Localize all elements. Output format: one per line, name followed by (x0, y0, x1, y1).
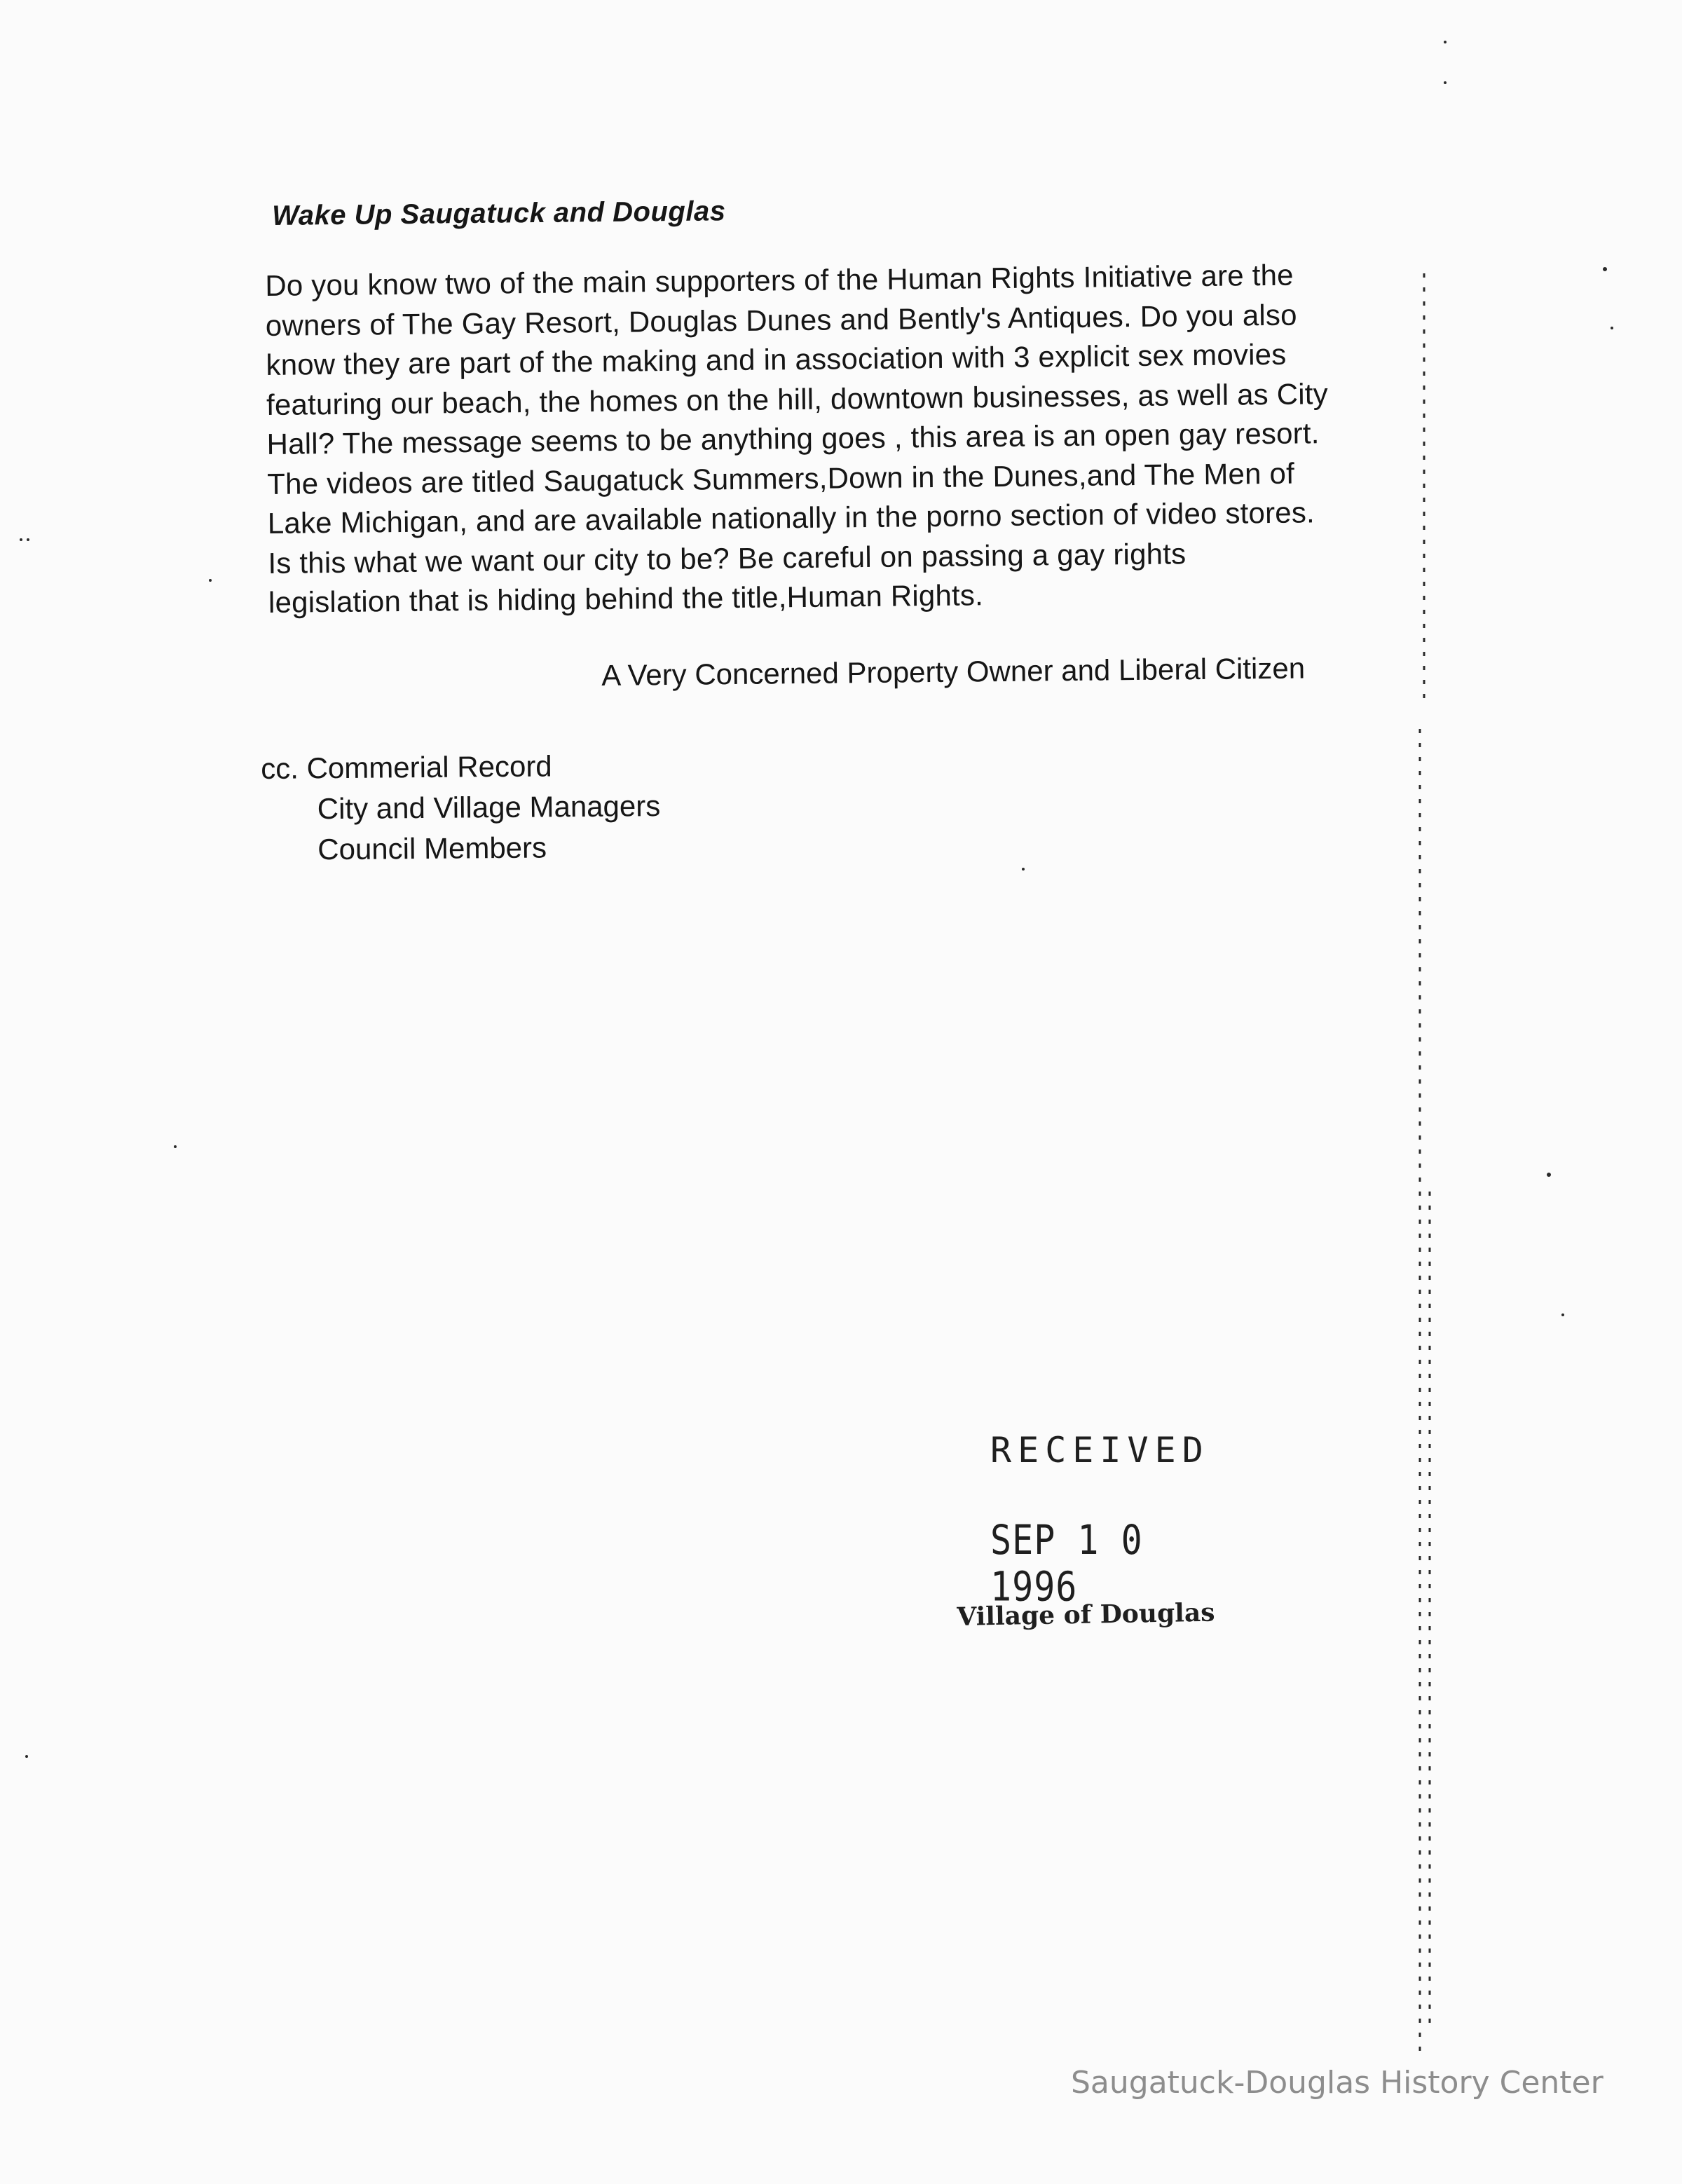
speck (1561, 1313, 1564, 1316)
speck (1603, 267, 1607, 271)
speck (174, 1145, 177, 1148)
stamp-date: SEP 1 0 1996 (990, 1517, 1143, 1611)
cc-prefix: cc. (261, 751, 299, 785)
body-line: owners of The Gay Resort, Douglas Dunes and Bently's Antiques. Do you also (265, 298, 1297, 342)
speck (1611, 327, 1613, 329)
speck (1444, 81, 1447, 84)
letter-body (265, 254, 1453, 622)
cc-recipient: Council Members (317, 831, 547, 866)
body-line: legislation that is hiding behind the title,Human Rights. (268, 578, 984, 619)
speck (27, 538, 29, 541)
archive-watermark: Saugatuck-Douglas History Center (1071, 2065, 1604, 2101)
speck (25, 1755, 28, 1758)
body-line: Is this what we want our city to be? Be careful on passing a gay rights (268, 536, 1187, 580)
cc-list (261, 745, 661, 871)
speck (1547, 1173, 1551, 1177)
body-line: Do you know two of the main supporters of the Human Rights Initiative are the (265, 258, 1294, 302)
letter-signature: A Very Concerned Property Owner and Liberal Citizen (601, 651, 1306, 692)
body-line: Lake Michigan, and are available nationally in the porno section of video stores. (267, 496, 1315, 540)
speck (1022, 868, 1025, 871)
letter-title: Wake Up Saugatuck and Douglas (272, 196, 726, 231)
body-line: know they are part of the making and in association with 3 explicit sex movies (266, 337, 1287, 381)
cc-row (261, 745, 660, 789)
stamp-place: Village of Douglas (957, 1597, 1215, 1632)
body-line: Hall? The message seems to be anything goes , this area is an open gay resort. (266, 416, 1320, 460)
speck (20, 538, 22, 541)
speck (1444, 41, 1447, 43)
stamp-received-label: RECEIVED (990, 1430, 1210, 1470)
body-line: featuring our beach, the homes on the hill, downtown businesses, as well as City (266, 376, 1329, 421)
speck (209, 579, 212, 582)
cc-recipient: City and Village Managers (317, 789, 661, 826)
cc-recipient: Commerial Record (306, 749, 552, 785)
body-line: The videos are titled Saugatuck Summers,Down in the Dunes,and The Men of (267, 456, 1295, 500)
